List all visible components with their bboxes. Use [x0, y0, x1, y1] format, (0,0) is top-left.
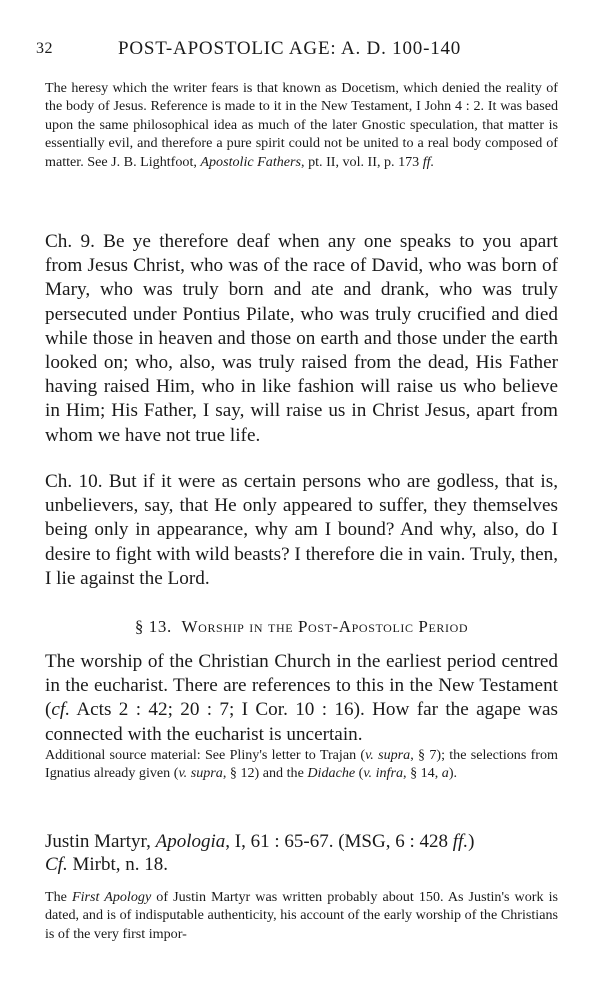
v-supra-ref-2: v. supra — [178, 765, 223, 782]
section-heading — [45, 617, 558, 637]
citation-ff: ff. — [452, 831, 469, 852]
page-header — [36, 38, 556, 62]
chapter-9-paragraph — [45, 230, 558, 448]
ff-abbrev: ff. — [422, 153, 435, 170]
additional-note-text-f: ). — [448, 765, 458, 782]
page-number: 32 — [36, 40, 53, 57]
didache-title: Didache — [307, 765, 356, 782]
additional-source-note — [45, 746, 558, 783]
first-apology-intro-note — [45, 888, 558, 943]
v-infra-ref: v. infra — [363, 765, 404, 782]
lightfoot-book-title: Apostolic Fathers — [200, 153, 302, 170]
section-title: Worship in the Post-Apostolic Period — [181, 617, 469, 636]
source-citation — [45, 830, 558, 876]
citation-work: Apologia — [155, 831, 226, 852]
running-head: POST-APOSTOLIC AGE: A. D. 100-140 — [118, 38, 462, 59]
intro-note-text-a: The — [45, 889, 72, 905]
additional-note-text-d: ( — [355, 765, 364, 782]
worship-paragraph — [45, 650, 558, 747]
docetism-note-ref: , pt. II, vol. II, p. 173 — [301, 153, 423, 170]
chapter-10-text: Ch. 10. But if it were as certain persons who are godless, that is, unbelievers, say, that He only appeared to suffer, they themselves being only in appearance, why am I bound? And why, also, do I desire to fight with wild beasts? I therefore die in vain. Truly, then, I lie against the Lord. — [45, 471, 558, 589]
worship-text-a: The worship of the Christian Church in the earliest period centred in the eucharist. There are references to this in the New Testament ( — [45, 651, 558, 721]
section-number: § 13. — [134, 617, 172, 636]
chapter-9-text: Ch. 9. Be ye therefore deaf when any one speaks to you apart from Jesus Christ, who was of the race of David, who was born of Mary, who was truly born and ate and drank, who was truly persecuted under Pontius Pilate, who was truly crucified and died while those in heaven and those on earth and those under the earth looked on; who, also, was truly raised from the dead, His Father having raised Him, who in like fashion will raise us who believe in Him; His Father, I say, will raise us in Christ Jesus, apart from whom we have not true life. — [45, 231, 558, 446]
v-supra-ref: v. supra — [365, 747, 411, 763]
citation-mirbt: Mirbt, n. 18. — [67, 854, 168, 875]
additional-note-text-e: , § 14, — [403, 765, 442, 782]
worship-text-b: Acts 2 : 42; 20 : 7; I Cor. 10 : 16). How far the agape was connected with the eucharist is uncertain. — [45, 699, 558, 745]
additional-note-text-b: , § 7); the selections from Ignatius already given ( — [45, 747, 558, 782]
docetism-note-text: The heresy which the writer fears is that known as Docetism, which denied the reality of the body of Jesus. Reference is made to it in the New Testament, I John 4 : 2. It was based upon the same philosophical idea as much of the later Gnostic speculation, that matter is essentially evil, and therefore a pure spirit could not be united to a real body composed of matter. See J. B. Lightfoot, — [45, 80, 558, 170]
cf-abbrev: cf. — [51, 699, 71, 721]
first-apology-title: First Apology — [72, 889, 152, 905]
chapter-10-paragraph — [45, 470, 558, 591]
citation-author: Justin Martyr, — [45, 831, 156, 852]
subsection-a: a — [441, 765, 449, 782]
additional-note-text-c: , § 12) and the — [222, 765, 308, 782]
additional-note-text-a: Additional source material: See Pliny's letter to Trajan ( — [45, 747, 366, 763]
citation-close: ) — [468, 831, 475, 852]
docetism-footnote — [45, 79, 558, 171]
citation-cf: Cf. — [45, 854, 68, 875]
intro-note-text-b: of Justin Martyr was written probably about 150. As Justin's work is dated, and is of indisputable authenticity, his account of the early worship of the Christians is of the very first impor- — [45, 889, 558, 942]
citation-reference: , I, 61 : 65-67. (MSG, 6 : 428 — [225, 831, 453, 852]
